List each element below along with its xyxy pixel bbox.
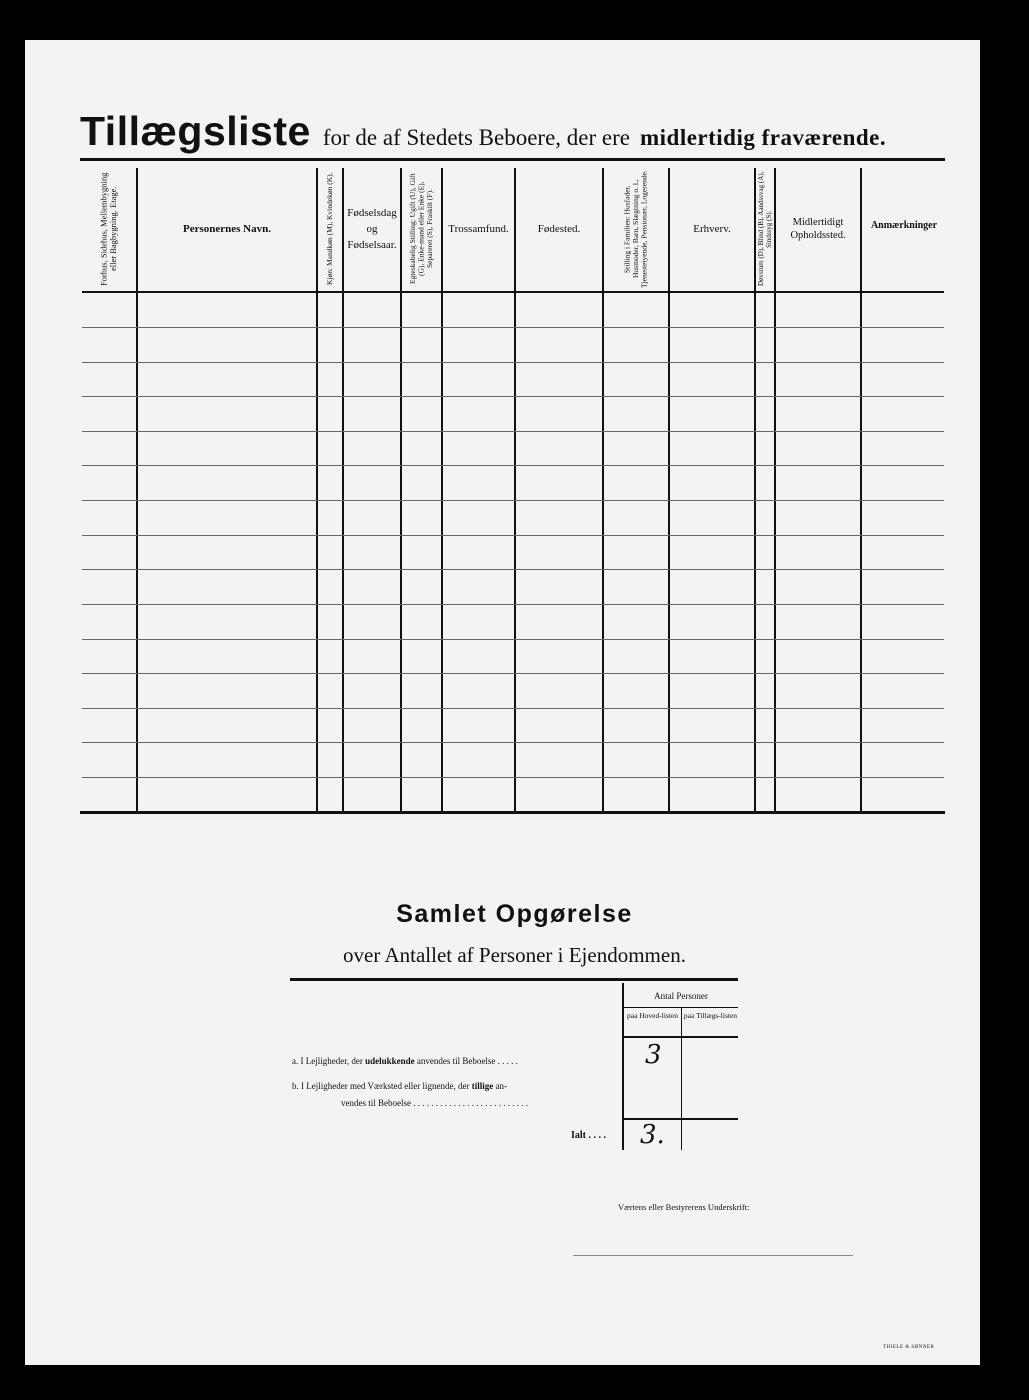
row-a-bold: udelukkende: [365, 1056, 415, 1066]
header-occupation: Erhverv.: [693, 222, 731, 235]
table-row-line: [82, 639, 944, 640]
header-name: Personernes Navn.: [183, 222, 271, 235]
header-marital: Egteskabelig Stilling: Ugift (U), Gift (G), Enke-mand eller Enke (E), Separeret (S), Fraskilt (F).: [407, 173, 434, 285]
table-row-line: [82, 465, 944, 466]
table-row-line: [82, 708, 944, 709]
header-remarks: Anmærkninger: [870, 220, 938, 231]
table-row-line: [82, 673, 944, 674]
table-row-line: [82, 396, 944, 397]
row-a-prefix: a. I Lejligheder, der: [292, 1056, 363, 1066]
table-row-line: [82, 327, 944, 328]
header-building: Forhus, Sidehus, Mellembygning eller Bagbygning. Etage.: [98, 172, 118, 286]
title-middle: for de af Stedets Beboere, der ere: [322, 125, 630, 150]
header-family-position: Stilling i Familien: Husfader, Husmoder, Barn, Slægtning o. l., Tjenestetyende, Pensionær, Logerende.: [622, 170, 649, 288]
summary-title: Samlet Opgørelse: [396, 900, 633, 928]
table-row-line: [82, 742, 944, 743]
row-a-value: 3: [645, 1040, 662, 1070]
table-header-rule: [82, 291, 944, 293]
signature-line: [573, 1255, 853, 1256]
header-birthplace: Fødested.: [537, 222, 581, 235]
summary-col-main: paa Hoved-listen: [626, 1011, 679, 1020]
page-title: [80, 108, 886, 155]
header-disability: Døvstum (D), Blind (B), Aandssvag (A), Sindssyg (S).: [757, 171, 773, 287]
summary-total-label: Ialt . . . .: [571, 1130, 606, 1141]
summary-col-group: Antal Personer: [654, 991, 708, 1001]
table-row-line: [82, 569, 944, 570]
title-main: Tillægsliste: [80, 108, 311, 154]
table-row-line: [82, 362, 944, 363]
row-b-prefix: b. I Lejligheder med Værksted eller lignende, der: [292, 1081, 470, 1091]
signature-label: Værtens eller Bestyrerens Underskrift:: [618, 1202, 750, 1212]
header-temporary-residence: Midlertidigt Opholdssted.: [790, 217, 846, 241]
table-row-line: [82, 535, 944, 536]
header-religion: Trossamfund.: [448, 222, 509, 235]
row-b-suffix: an-: [495, 1081, 508, 1091]
summary-sub-rule: [622, 1007, 738, 1008]
table-row-line: [82, 431, 944, 432]
table-top-rule: [80, 158, 945, 161]
row-b-bold: tillige: [471, 1081, 494, 1091]
header-birthdate: Fødselsdag og Fødselsaar.: [347, 207, 397, 251]
summary-row-a: [292, 1055, 518, 1067]
summary-row-b-line2: vendes til Beboelse . . . . . . . . . . . . . . . . . . . . . . . . . .: [341, 1098, 528, 1108]
summary-total-value: 3.: [640, 1120, 665, 1150]
summary-head-rule: [622, 1036, 738, 1038]
summary-left-line: [622, 983, 624, 1150]
table-row-line: [82, 500, 944, 501]
header-sex: Kjøn: Mandkøn (M), Kvindekøn (K).: [324, 172, 334, 286]
summary-subtitle: over Antallet af Personer i Ejendommen.: [343, 943, 686, 967]
table-bottom-rule: [80, 811, 945, 814]
title-bold: midlertidig fraværende.: [639, 125, 887, 150]
row-a-suffix: anvendes til Beboelse . . . . .: [416, 1056, 518, 1066]
summary-col-supplement: paa Tillægs-listen: [683, 1011, 738, 1020]
summary-top-rule: [290, 978, 738, 981]
table-row-line: [82, 604, 944, 605]
summary-row-b-line1: [292, 1080, 507, 1092]
summary-mid-line: [681, 1008, 682, 1150]
table-row-line: [82, 777, 944, 778]
printer-mark: THIELE & SØNNER: [883, 1345, 935, 1350]
